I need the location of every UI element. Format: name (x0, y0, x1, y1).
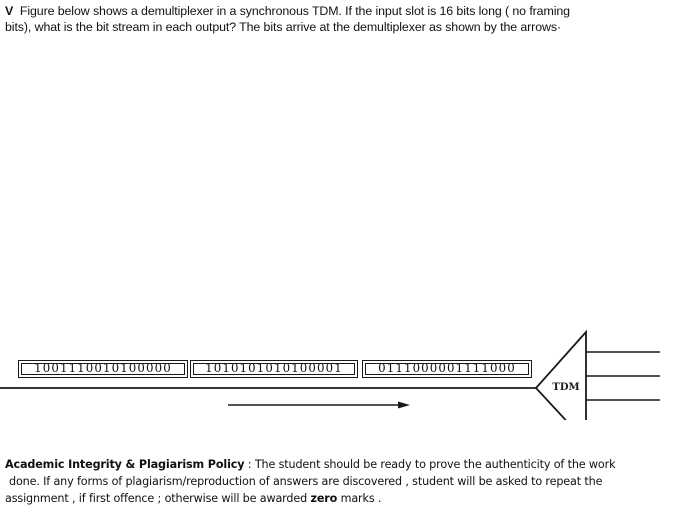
demux-label: TDM (552, 382, 580, 393)
policy-zero-emphasis: zero (310, 492, 338, 505)
input-slot-3: 0111000001111000 (362, 360, 532, 378)
input-slot-1: 1001110010100000 (18, 360, 188, 378)
policy-line-2: done. If any forms of plagiarism/reproduction of answers are discovered , student will be asked to repeat the (9, 475, 603, 488)
policy-line-1-text: : The student should be ready to prove the authenticity of the work (244, 458, 616, 471)
tdm-demux-figure (0, 320, 680, 420)
question-line-1-text: Figure below shows a demultiplexer in a synchronous TDM. If the input slot is 16 bits long ( no framing (19, 4, 570, 18)
academic-integrity-policy (5, 456, 677, 507)
question-line-2: bits), what is the bit stream in each output? The bits arrive at the demultiplexer as shown by the arrows· (5, 20, 561, 34)
arrow-head (398, 402, 410, 409)
policy-line-3-start: assignment , if first offence ; otherwise will be awarded (5, 492, 311, 505)
demux-triangle (536, 332, 586, 420)
policy-line-3 (5, 490, 677, 507)
policy-line-1 (5, 456, 677, 473)
input-slot-2: 1010101010100001 (190, 360, 358, 378)
question-line-1 (5, 3, 673, 19)
policy-title: Academic Integrity & Plagiarism Policy (5, 458, 245, 471)
policy-line-3-end: marks . (337, 492, 382, 505)
question-text (5, 3, 673, 35)
question-number: V (5, 4, 14, 18)
